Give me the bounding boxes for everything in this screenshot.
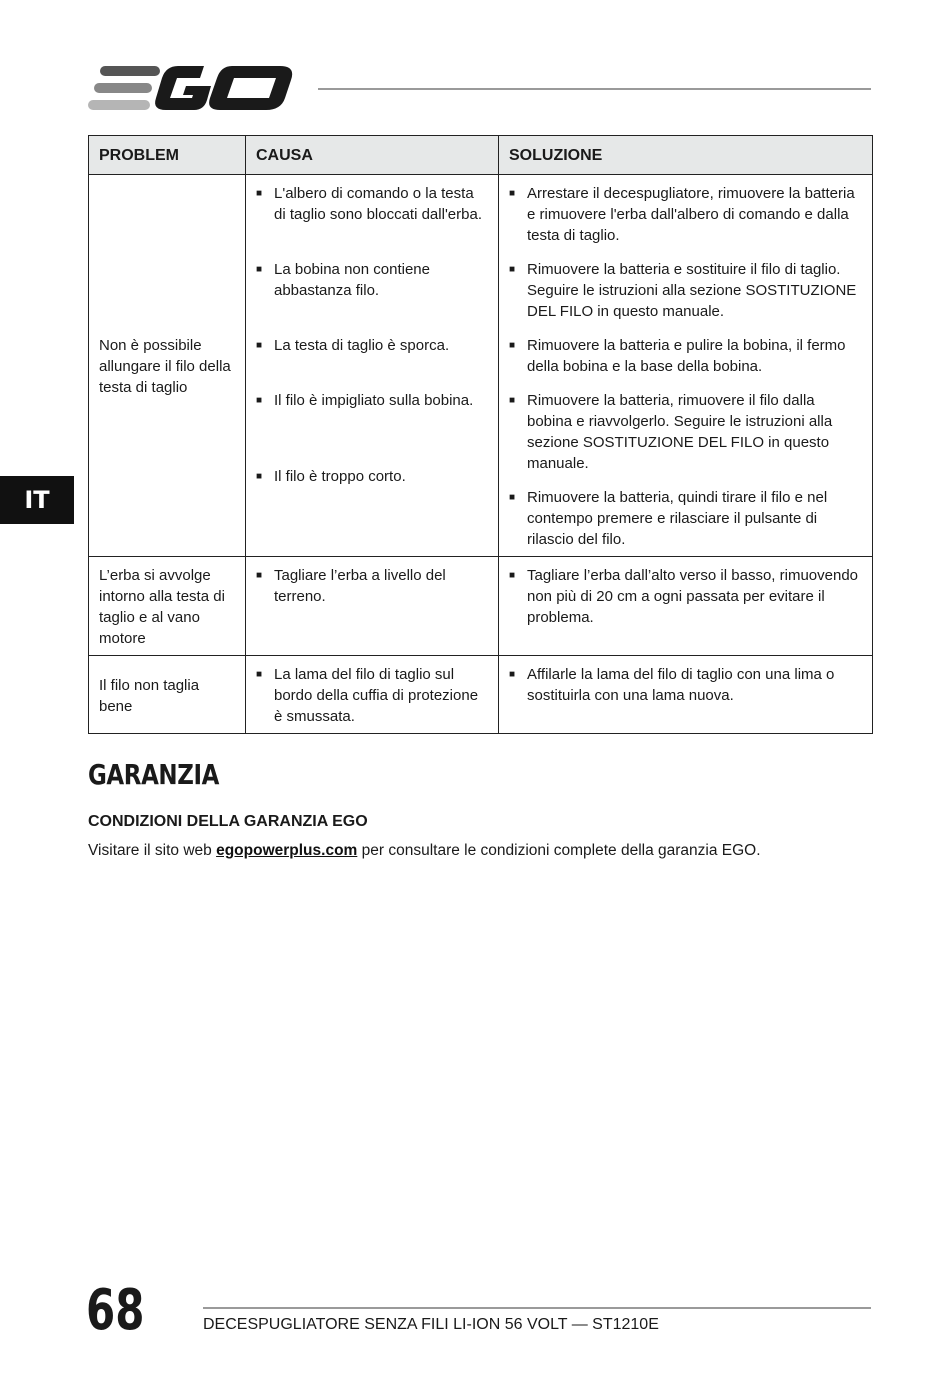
bullet-icon: ■ [256, 188, 263, 199]
cause-cell [246, 656, 499, 734]
warranty-subheading: CONDIZIONI DELLA GARANZIA EGO [88, 813, 368, 830]
cause-item: ■ Il filo è troppo corto. [256, 468, 406, 485]
language-tab-label: IT [24, 486, 50, 514]
bullet-icon: ■ [256, 669, 263, 680]
warranty-text [88, 842, 761, 860]
table-row [89, 175, 873, 557]
problem-cell: L’erba si avvolge intorno alla testa di taglio e al vano motore [89, 557, 246, 656]
cause-item: ■ La testa di taglio è sporca. [256, 335, 488, 377]
warranty-text-before: Visitare il sito web [88, 842, 217, 859]
column-header-cause: CAUSA [246, 136, 499, 175]
solution-item: ■ Tagliare l’erba dall’alto verso il basso, rimuovendo non più di 20 cm a ogni passata per evitare il problema. [509, 567, 859, 626]
cause-cell [246, 175, 499, 557]
bullet-icon: ■ [256, 471, 263, 482]
table-header-row [89, 136, 873, 175]
solution-item: ■ Arrestare il decespugliatore, rimuovere la batteria e rimuovere l'erba dall'albero di comando e dalla testa di taglio. [509, 185, 855, 244]
cause-cell [246, 557, 499, 656]
footer-rule [203, 1307, 871, 1309]
cause-item: ■ L'albero di comando o la testa di taglio sono bloccati dall'erba. [256, 183, 488, 246]
column-header-problem: PROBLEM [89, 136, 246, 175]
ego-logo [86, 62, 300, 114]
solution-item: ■ Rimuovere la batteria, rimuovere il filo dalla bobina e riavvolgerlo. Seguire le istruzioni alla sezione SOSTITUZIONE DEL FILO in questo manuale. [509, 392, 833, 472]
bullet-icon: ■ [509, 188, 516, 199]
solution-item: ■ Affilarle la lama del filo di taglio con una lima o sostituirla con una lama nuova. [509, 666, 835, 704]
cause-item: ■ Tagliare l’erba a livello del terreno. [256, 567, 446, 605]
problem-cell: Non è possibile allungare il filo della testa di taglio [89, 175, 246, 557]
solution-cell [499, 557, 873, 656]
bullet-icon: ■ [509, 492, 516, 503]
solution-cell [499, 175, 873, 557]
bullet-icon: ■ [509, 264, 516, 275]
table-row [89, 656, 873, 734]
bullet-icon: ■ [509, 570, 516, 581]
column-header-solution: SOLUZIONE [499, 136, 873, 175]
solution-item: ■ Rimuovere la batteria e pulire la bobina, il fermo della bobina e la base della bobina. [509, 337, 846, 375]
bullet-icon: ■ [256, 340, 263, 351]
table-row [89, 557, 873, 656]
bullet-icon: ■ [256, 395, 263, 406]
bullet-icon: ■ [509, 340, 516, 351]
bullet-icon: ■ [509, 669, 516, 680]
warranty-text-after: per consultare le condizioni complete della garanzia EGO. [357, 842, 761, 859]
cause-item: ■ La bobina non contiene abbastanza filo. [256, 259, 488, 322]
bullet-icon: ■ [509, 395, 516, 406]
solution-item: ■ Rimuovere la batteria e sostituire il filo di taglio. Seguire le istruzioni alla sezione SOSTITUZIONE DEL FILO in questo manuale. [509, 261, 857, 320]
header-rule [318, 88, 871, 90]
cause-item: ■ La lama del filo di taglio sul bordo della cuffia di protezione è smussata. [256, 666, 479, 725]
warranty-link[interactable]: egopowerplus.com [216, 842, 358, 859]
bullet-icon: ■ [256, 264, 263, 275]
cause-item: ■ Il filo è impigliato sulla bobina. [256, 390, 488, 453]
footer-product-title: DECESPUGLIATORE SENZA FILI LI-ION 56 VOLT — ST1210E [203, 1316, 659, 1333]
bullet-icon: ■ [256, 570, 263, 581]
solution-item: ■ Rimuovere la batteria, quindi tirare il filo e nel contempo premere e rilasciare il pulsante di rilascio del filo. [509, 489, 828, 548]
solution-cell [499, 656, 873, 734]
warranty-heading: GARANZIA [88, 758, 219, 791]
troubleshooting-table [88, 135, 873, 734]
problem-cell: Il filo non taglia bene [89, 656, 246, 734]
page-number: 68 [86, 1278, 145, 1343]
language-tab [0, 476, 74, 524]
